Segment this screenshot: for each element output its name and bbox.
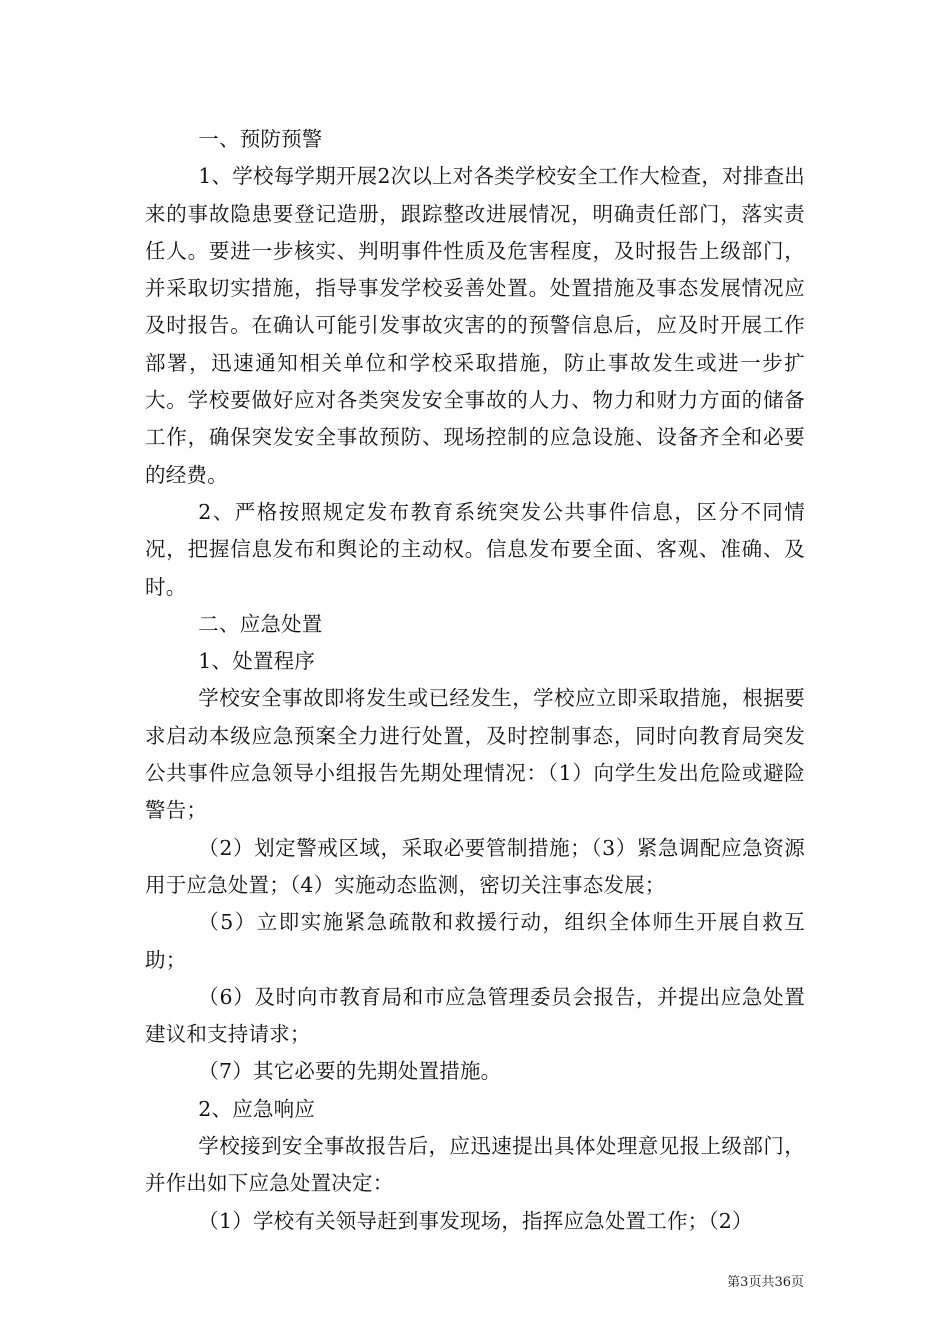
paragraph-safety-inspection: 1、学校每学期开展2次以上对各类学校安全工作大检查，对排查出来的事故隐患要登记造册，跟踪整改进展情况，明确责任部门，落实责任人。要进一步核实、判明事件性质及危害程度，及时报告上级部门，并采取切实措施，指导事发学校妥善处置。处置措施及事态发展情况应及时报告。在确认可能引发事故灾害的的预警信息后，应及时开展工作部署，迅速通知相关单位和学校采取措施，防止事故发生或进一步扩大。学校要做好应对各类突发安全事故的人力、物力和财力方面的储备工作，确保突发安全事故预防、现场控制的应急设施、设备齐全和必要的经费。 [145, 164, 805, 487]
heading-prevention-warning: 一、预防预警 [198, 127, 323, 151]
heading-emergency-handling: 二、应急处置 [198, 611, 323, 636]
paragraph-procedure-intro: 学校安全事故即将发生或已经发生，学校应立即采取措施，根据要求启动本级应急预案全力进行处置，及时控制事态，同时向教育局突发公共事件应急领导小组报告先期处理情况：（1）向学生发出危险或避险警告； [145, 686, 805, 823]
list-item-7: （7）其它必要的先期处置措施。 [198, 1059, 502, 1084]
subheading-emergency-response: 2、应急响应 [198, 1096, 316, 1121]
document-body [145, 121, 805, 1240]
paragraph-response-intro: 学校接到安全事故报告后，应迅速提出具体处理意见报上级部门，并作出如下应急处置决定： [145, 1134, 805, 1196]
list-item-response-1: （1）学校有关领导赶到事发现场，指挥应急处置工作；（2） [198, 1208, 753, 1233]
subheading-handling-procedure: 1、处置程序 [198, 649, 316, 674]
list-item-2-3-4: （2）划定警戒区域，采取必要管制措施；（3）紧急调配应急资源用于应急处置；（4）实施动态监测，密切关注事态发展； [145, 835, 805, 897]
page-number-footer: 第3页共36页 [727, 1275, 804, 1290]
list-item-5: （5）立即实施紧急疏散和救援行动，组织全体师生开展自救互助； [145, 910, 805, 972]
list-item-6: （6）及时向市教育局和市应急管理委员会报告，并提出应急处置建议和支持请求； [145, 984, 805, 1047]
paragraph-information-release: 2、严格按照规定发布教育系统突发公共事件信息，区分不同情况，把握信息发布和舆论的主动权。信息发布要全面、客观、准确、及时。 [145, 499, 805, 599]
